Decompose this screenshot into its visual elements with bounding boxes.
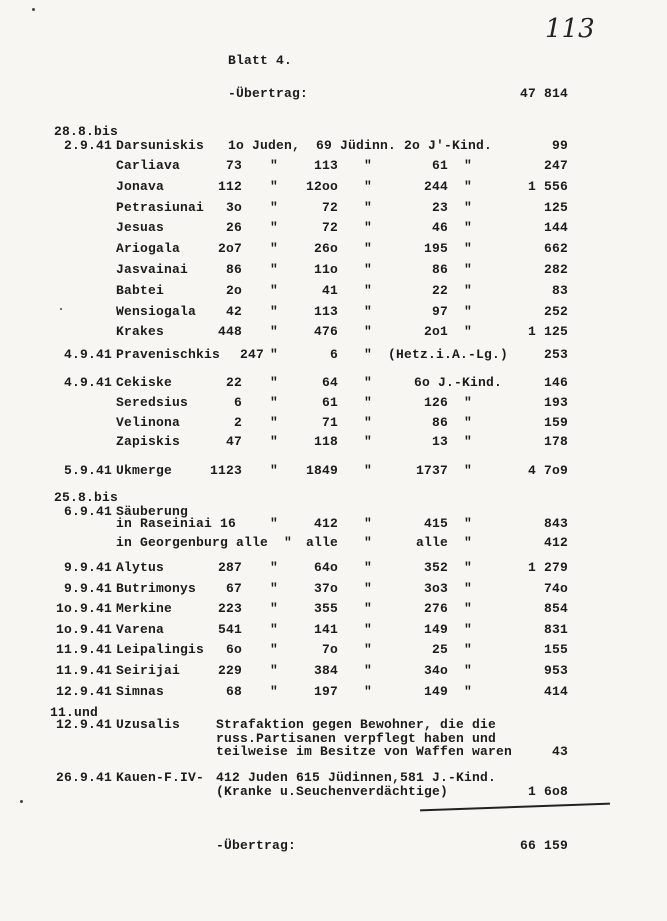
ditto-mark: ": [269, 516, 278, 531]
ditto-mark: ": [363, 642, 372, 658]
row-date: 4.9.41: [63, 375, 112, 390]
ditto-mark: ": [363, 395, 372, 410]
ditto-mark: ": [463, 414, 472, 430]
ditto-mark: ": [363, 434, 372, 450]
row-total: 843: [543, 516, 568, 531]
row-date: 11.9.41: [55, 663, 112, 678]
row-women: 71: [321, 414, 338, 430]
scan-speck: [32, 8, 35, 11]
row-women: 72: [321, 199, 338, 215]
row-date: 6.9.41: [63, 504, 112, 519]
row-jews: 448: [217, 324, 242, 340]
row-date: 1o.9.41: [55, 621, 112, 637]
ditto-mark: ": [269, 560, 278, 575]
row-total: 247: [543, 158, 568, 173]
row-total: 662: [543, 241, 568, 257]
ditto-mark: ": [269, 621, 278, 637]
row-jews: 73: [225, 158, 242, 173]
row-women: 476: [313, 324, 338, 340]
row-children: 13: [431, 434, 448, 450]
row-place: Varena: [116, 621, 165, 637]
ditto-mark: ": [463, 601, 472, 617]
ditto-mark: ": [269, 241, 278, 257]
ditto-mark: ": [363, 282, 372, 298]
row-jews: 47: [225, 434, 242, 450]
table-row: [0, 262, 667, 278]
row-place: Ariogala: [116, 241, 181, 257]
scan-speck: [60, 308, 62, 310]
ditto-mark: ": [269, 262, 278, 277]
ditto-mark: ": [463, 516, 472, 531]
ditto-mark: ": [269, 303, 278, 319]
row-place: Jesuas: [116, 220, 165, 236]
row-total: 159: [543, 414, 568, 430]
table-row: [0, 622, 667, 638]
row-total: 253: [543, 347, 568, 362]
row-date: 11.9.41: [55, 642, 112, 658]
row-place: Merkine: [116, 601, 173, 617]
row-place-line2: in Raseiniai 16: [116, 516, 237, 531]
row-date: 26.9.41: [55, 770, 112, 785]
row-women: 1849: [305, 463, 338, 478]
row-total: 831: [543, 621, 568, 637]
row-total: 1 125: [527, 324, 568, 340]
row-date: 2.9.41: [63, 138, 112, 153]
row-jews: 541: [217, 621, 242, 637]
ditto-mark: ": [363, 303, 372, 319]
row-date: 5.9.41: [63, 463, 112, 478]
row-women: 64o: [313, 560, 338, 575]
ditto-mark: ": [463, 621, 472, 637]
row-note: (Kranke u.Seuchenverdächtige): [216, 784, 449, 799]
ditto-mark: ": [363, 199, 372, 215]
ditto-mark: ": [363, 414, 372, 430]
row-women: 412: [313, 516, 338, 531]
row-children: 1737: [415, 463, 448, 478]
row-total: 854: [543, 601, 568, 617]
table-row: [0, 581, 667, 597]
row-note: Strafaktion gegen Bewohner, die die: [216, 717, 497, 732]
row-jews: 6o: [225, 642, 242, 658]
row-place: Cekiske: [116, 375, 173, 390]
row-children: 86: [431, 414, 448, 430]
date-range-start: 25.8.bis: [54, 490, 119, 505]
row-total: 146: [543, 375, 568, 390]
ditto-mark: ": [269, 375, 278, 390]
table-row: [0, 434, 667, 450]
row-children: 46: [431, 220, 448, 236]
row-jews: 6: [233, 395, 242, 410]
carry-out-label: -Übertrag:: [216, 838, 297, 853]
ditto-mark: ": [363, 683, 372, 699]
table-row: [0, 324, 667, 340]
ditto-mark: ": [363, 580, 372, 596]
row-place: Ukmerge: [116, 463, 173, 478]
row-children: 86: [431, 262, 448, 277]
date-range-start: 11.und: [50, 705, 99, 720]
row-place: Leipalingis: [116, 642, 205, 658]
row-jews: 112: [217, 178, 242, 194]
row-note: 412 Juden 615 Jüdinnen,581 J.-Kind.: [216, 770, 497, 785]
table-row: [0, 516, 667, 532]
scan-speck: [20, 800, 23, 803]
ditto-mark: ": [363, 621, 372, 637]
row-children: 244: [423, 178, 448, 194]
row-note: russ.Partisanen verpflegt haben und: [216, 731, 497, 746]
ditto-mark: ": [269, 683, 278, 699]
ditto-mark: ": [269, 395, 278, 410]
ditto-mark: ": [363, 516, 372, 531]
table-row: [0, 663, 667, 679]
ditto-mark: ": [463, 434, 472, 450]
table-row: [0, 395, 667, 411]
row-children: 149: [423, 683, 448, 699]
row-place: Carliava: [116, 158, 181, 173]
ditto-mark: ": [269, 642, 278, 658]
row-date: 12.9.41: [55, 683, 112, 699]
row-women: 41: [321, 282, 338, 298]
row-jews: 2o: [225, 282, 242, 298]
row-jews: 68: [225, 683, 242, 699]
ditto-mark: ": [463, 683, 472, 699]
ditto-mark: ": [463, 580, 472, 596]
row-place: Kauen-F.IV-: [116, 770, 205, 785]
ditto-mark: ": [363, 262, 372, 277]
row-jews: 86: [225, 262, 242, 277]
ditto-mark: ": [363, 178, 372, 194]
table-row: [0, 179, 667, 195]
row-total: 125: [543, 199, 568, 215]
ditto-mark: ": [363, 463, 372, 478]
row-place: Uzusalis: [116, 717, 181, 732]
table-row: [0, 642, 667, 658]
row-total: 43: [551, 744, 568, 759]
row-place: Jasvainai: [116, 262, 189, 277]
ditto-mark: ": [269, 199, 278, 215]
table-row: [0, 375, 667, 391]
row-jews: 22: [225, 375, 242, 390]
ditto-mark: ": [269, 347, 278, 362]
row-place: Krakes: [116, 324, 165, 340]
table-row: [0, 347, 667, 363]
row-place: Seredsius: [116, 395, 189, 410]
ditto-mark: ": [463, 178, 472, 194]
ditto-mark: ": [463, 220, 472, 236]
row-women: 12oo: [305, 178, 338, 194]
table-row: [0, 415, 667, 431]
table-row: [0, 283, 667, 299]
carry-out-value: 66 159: [519, 838, 568, 853]
table-row: [0, 241, 667, 257]
row-total: 953: [543, 663, 568, 678]
row-date: 12.9.41: [55, 717, 112, 732]
row-women: 113: [313, 158, 338, 173]
ditto-mark: ": [269, 434, 278, 450]
row-women: 11o: [313, 262, 338, 277]
row-children: 415: [423, 516, 448, 531]
ditto-mark: ": [463, 535, 472, 550]
row-total: 4 7o9: [527, 463, 568, 478]
row-place: Wensiogala: [116, 303, 197, 319]
table-row: [0, 535, 667, 551]
row-jews: 1123: [209, 463, 242, 478]
ditto-mark: ": [269, 282, 278, 298]
row-total: 1 556: [527, 178, 568, 194]
ditto-mark: ": [463, 642, 472, 658]
carry-in-value: 47 814: [519, 86, 568, 101]
row-place: Babtei: [116, 282, 165, 298]
ditto-mark: ": [269, 324, 278, 340]
table-row: [0, 304, 667, 320]
ditto-mark: ": [269, 178, 278, 194]
row-children: 352: [423, 560, 448, 575]
row-women: 355: [313, 601, 338, 617]
ditto-mark: ": [363, 220, 372, 236]
row-place: Darsuniskis: [116, 138, 205, 153]
ditto-mark: ": [269, 463, 278, 478]
row-jews: 287: [217, 560, 242, 575]
ditto-mark: ": [269, 220, 278, 236]
ditto-mark: ": [463, 241, 472, 257]
ditto-mark: ": [269, 663, 278, 678]
row-women: 197: [313, 683, 338, 699]
ditto-mark: ": [463, 282, 472, 298]
ditto-mark: ": [363, 535, 372, 550]
row-women: 61: [321, 395, 338, 410]
row-women: 384: [313, 663, 338, 678]
carry-in-label: -Übertrag:: [228, 86, 309, 101]
handwritten-page-number: 113: [545, 14, 595, 44]
row-women: 72: [321, 220, 338, 236]
ditto-mark: ": [463, 463, 472, 478]
table-row: [0, 220, 667, 236]
ditto-mark: ": [363, 663, 372, 678]
row-women: 141: [313, 621, 338, 637]
row-jews: 26: [225, 220, 242, 236]
row-children: alle: [415, 535, 448, 550]
ditto-mark: ": [463, 324, 472, 340]
row-total: 74o: [543, 580, 568, 596]
row-text: 1o Juden, 69 Jüdinn. 2o J'-Kind.: [228, 138, 493, 153]
row-date: 9.9.41: [63, 560, 112, 575]
row-total: 252: [543, 303, 568, 319]
row-children: 23: [431, 199, 448, 215]
row-children: 276: [423, 601, 448, 617]
row-place: Zapiskis: [116, 434, 181, 450]
row-children: 3o3: [423, 580, 448, 596]
row-women: 26o: [313, 241, 338, 257]
ditto-mark: ": [463, 262, 472, 277]
ditto-mark: ": [363, 601, 372, 617]
row-total: 1 6o8: [527, 784, 568, 799]
row-total: 282: [543, 262, 568, 277]
ditto-mark: ": [463, 560, 472, 575]
row-note: teilweise im Besitze von Waffen waren: [216, 744, 513, 759]
row-children: 34o: [423, 663, 448, 678]
row-jews: 67: [225, 580, 242, 596]
ditto-mark: ": [269, 580, 278, 596]
ditto-mark: ": [463, 158, 472, 173]
date-range-start: 28.8.bis: [54, 124, 119, 139]
row-jews: 2o7: [217, 241, 242, 257]
ditto-mark: ": [363, 158, 372, 173]
row-jews: 3o: [225, 199, 242, 215]
table-row: [0, 601, 667, 617]
table-row: [0, 138, 667, 154]
row-children: 126: [423, 395, 448, 410]
row-note: (Hetz.i.A.-Lg.): [388, 347, 509, 362]
row-total: 99: [551, 138, 568, 153]
row-children: 149: [423, 621, 448, 637]
row-women: 37o: [313, 580, 338, 596]
ditto-mark: ": [463, 199, 472, 215]
row-date: 4.9.41: [63, 347, 112, 362]
ditto-mark: ": [463, 303, 472, 319]
row-total: 414: [543, 683, 568, 699]
row-place: Simnas: [116, 683, 165, 699]
row-total: 83: [551, 282, 568, 298]
ditto-mark: ": [363, 560, 372, 575]
row-women: 113: [313, 303, 338, 319]
row-women: 7o: [321, 642, 338, 658]
row-place: Pravenischkis: [116, 347, 221, 362]
ditto-mark: ": [269, 414, 278, 430]
row-children: 2o1: [423, 324, 448, 340]
ditto-mark: ": [463, 395, 472, 410]
row-women: 64: [321, 375, 338, 390]
row-place: Butrimonys: [116, 580, 197, 596]
ditto-mark: ": [463, 663, 472, 678]
row-place: Jonava: [116, 178, 165, 194]
row-jews: 247: [239, 347, 264, 362]
row-children: 97: [431, 303, 448, 319]
sheet-label: Blatt 4.: [228, 53, 293, 68]
ditto-mark: ": [363, 375, 372, 390]
row-children: 195: [423, 241, 448, 257]
sum-underline: [420, 803, 610, 812]
ditto-mark: ": [269, 158, 278, 173]
table-row: [0, 158, 667, 174]
row-place: Säuberung: [116, 504, 189, 519]
ditto-mark: ": [363, 241, 372, 257]
row-date: 9.9.41: [63, 580, 112, 596]
row-date: 1o.9.41: [55, 601, 112, 617]
row-children: 61: [431, 158, 448, 173]
row-total: 155: [543, 642, 568, 658]
row-jews: 2: [233, 414, 242, 430]
ditto-mark: ": [363, 324, 372, 340]
table-row: [0, 463, 667, 479]
row-place: Velinona: [116, 414, 181, 430]
row-total: 412: [543, 535, 568, 550]
row-women: 118: [313, 434, 338, 450]
table-row: [0, 684, 667, 700]
row-jews: 223: [217, 601, 242, 617]
row-women: 6: [329, 347, 338, 362]
row-place: Seirijai: [116, 663, 181, 678]
row-total: 1 279: [527, 560, 568, 575]
row-children: 25: [431, 642, 448, 658]
table-row: [0, 560, 667, 576]
row-women: alle: [305, 535, 338, 550]
row-jews: 42: [225, 303, 242, 319]
row-total: 178: [543, 434, 568, 450]
ditto-mark: ": [363, 347, 372, 362]
row-place: Alytus: [116, 560, 165, 575]
row-place: Petrasiunai: [116, 199, 205, 215]
row-total: 144: [543, 220, 568, 236]
ditto-mark: ": [269, 601, 278, 617]
row-note: 6o J.-Kind.: [414, 375, 503, 390]
row-place: in Georgenburg alle: [116, 535, 269, 550]
row-jews: 229: [217, 663, 242, 678]
row-children: 22: [431, 282, 448, 298]
table-row: [0, 200, 667, 216]
ditto-mark: ": [284, 535, 293, 550]
row-total: 193: [543, 395, 568, 410]
